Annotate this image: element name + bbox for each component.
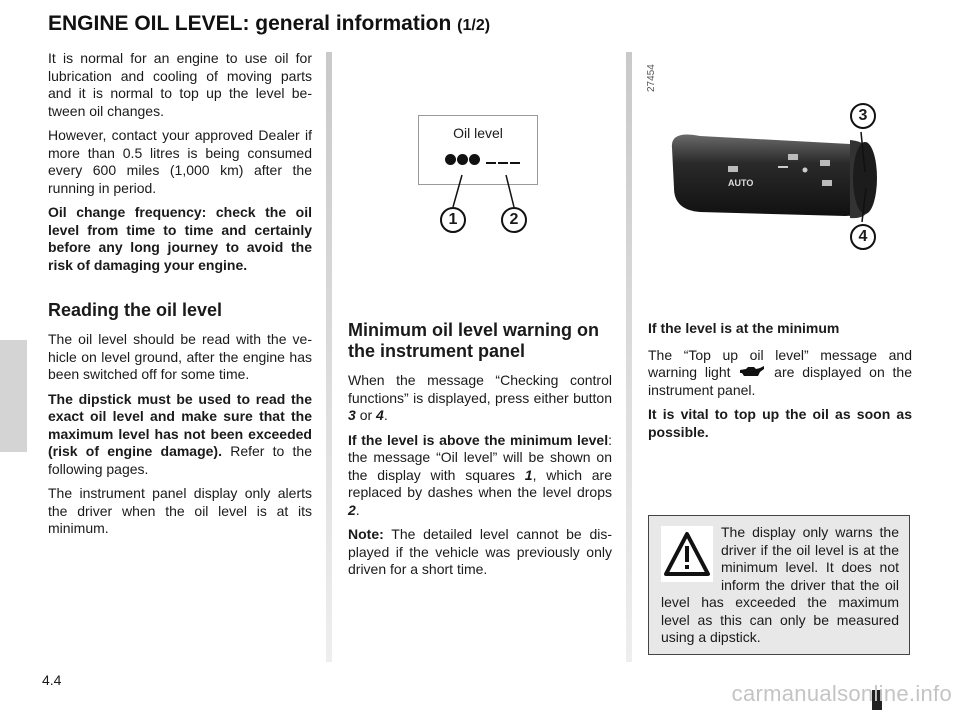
ref-2: 2	[348, 501, 356, 518]
text: : the message “Oil level” will be shown on the display with squares	[348, 431, 612, 483]
bold-text: If the level is above the minimum level	[348, 431, 609, 448]
paragraph	[648, 347, 912, 400]
watermark: carmanualsonline.info	[731, 681, 952, 706]
paragraph: It is normal for an engine to use oil for lubrication and cooling of moving parts and it is normal to top up the level be-tween oil changes.	[48, 50, 312, 119]
text: , which are replaced by dashes when the level drops	[348, 466, 613, 500]
title-text: ENGINE OIL LEVEL: general information	[48, 12, 452, 35]
bold-text: The dipstick must be used to read the exact oil level and make sure that the maximum level has not been exceeded (risk of engine damage).	[48, 390, 312, 459]
paragraph-bold: It is vital to top up the oil as soon as possible.	[648, 406, 912, 440]
paragraph	[348, 432, 612, 520]
text: .	[355, 501, 360, 518]
warning-box	[648, 515, 910, 655]
note-text: The detailed level cannot be dis-played if the vehicle was previously only driven for a short time.	[348, 526, 613, 577]
text: are displayed on the instrument panel.	[648, 364, 913, 398]
paragraph: However, contact your approved Dealer if more than 0.5 litres is being consumed every 600 miles (1,000 km) after the running in period.	[48, 127, 312, 196]
text: Refer to the following pages.	[48, 443, 313, 477]
warning-text: The display only warns the driver if the oil level is at the minimum level. It does not inform the driver that the oil level has exceeded the maximum level as this can only be measured using a dipstick.	[661, 524, 899, 645]
callout-1: 1	[440, 207, 466, 233]
oil-warning-light-icon	[738, 365, 766, 378]
button-ref-3: 3	[348, 407, 356, 423]
subheading: If the level is at the minimum	[648, 320, 840, 336]
column-divider	[626, 52, 632, 662]
paragraph: The instrument panel display only alerts the driver when the oil level is at its minimum.	[48, 485, 312, 536]
text: .	[383, 407, 388, 423]
column-general-info	[48, 50, 312, 545]
callout-2: 2	[501, 207, 527, 233]
page-number: 4.4	[42, 672, 62, 688]
paragraph: The oil level should be read with the ve-hicle on level ground, after the engine has been switched off for some time.	[48, 331, 312, 382]
leader-lines	[418, 115, 558, 235]
callout-4: 4	[850, 224, 876, 250]
text: or	[359, 407, 373, 423]
paragraph	[348, 372, 612, 425]
note-label: Note:	[348, 526, 384, 542]
column-minimum-level	[648, 320, 912, 448]
warning-triangle-icon	[661, 526, 713, 582]
paragraph	[348, 526, 612, 579]
title-page-indicator: (1/2)	[457, 17, 491, 34]
text: The “Top up oil level” message and warning light	[648, 346, 912, 380]
text: When the message “Checking control functions” is displayed, press either button	[348, 372, 612, 406]
control-stalk-image	[660, 70, 920, 280]
column-divider	[326, 52, 332, 662]
ref-1: 1	[524, 466, 533, 483]
section-heading: Minimum oil level warning on the instrument panel	[348, 320, 600, 361]
section-heading: Reading the oil level	[48, 300, 223, 320]
display-label: Oil level	[453, 125, 503, 141]
stalk-label: AUTO	[728, 178, 754, 188]
column-warning-info	[348, 320, 612, 586]
section-tab	[0, 340, 27, 452]
paragraph	[48, 391, 312, 479]
figure-code: 27454	[646, 64, 657, 92]
button-ref-4: 4	[376, 407, 384, 423]
paragraph-bold: Oil change frequency: check the oil level from time to time and certainly before any long journey to avoid the risk of damaging your engine.	[48, 204, 312, 273]
page-title	[48, 12, 490, 36]
callout-3: 3	[850, 103, 876, 129]
